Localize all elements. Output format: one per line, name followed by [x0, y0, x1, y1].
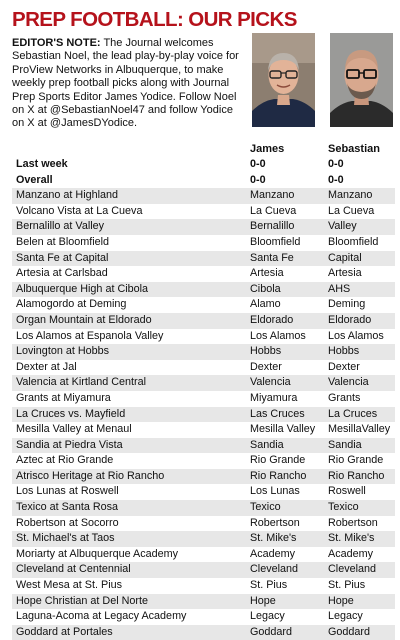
- pick-row: [12, 407, 395, 423]
- james-pick: Miyamura: [250, 391, 298, 404]
- sebastian-pick: Academy: [328, 547, 374, 560]
- pick-row: [12, 266, 395, 282]
- game-cell: Albuquerque High at Cibola: [12, 282, 246, 298]
- james-pick: Los Lunas: [250, 485, 300, 498]
- game-cell: Sandia at Piedra Vista: [12, 438, 246, 454]
- editors-note-label: EDITOR'S NOTE:: [12, 37, 101, 49]
- game-cell: Belen at Bloomfield: [16, 235, 110, 248]
- james-pick: St. Mike's: [246, 531, 324, 547]
- game-cell: Goddard at Portales: [12, 625, 246, 640]
- pick-row: [12, 251, 395, 267]
- game-cell: Laguna-Acoma at Legacy Academy: [16, 610, 187, 623]
- james-record: 0-0: [250, 173, 266, 186]
- pick-row: [12, 500, 395, 516]
- pick-row: [12, 422, 395, 438]
- game-cell: Cleveland at Centennial: [12, 562, 246, 578]
- sebastian-pick: La Cueva: [328, 204, 375, 217]
- game-cell: Los Lunas at Roswell: [16, 485, 119, 498]
- sebastian-pick: Hobbs: [324, 344, 395, 360]
- sebastian-headshot-icon: [330, 33, 393, 127]
- column-header-james: James: [250, 143, 285, 155]
- pick-row: [12, 625, 395, 640]
- game-cell: Grants at Miyamura: [16, 391, 111, 404]
- game-cell: St. Michael's at Taos: [12, 531, 246, 547]
- james-headshot-icon: [252, 33, 315, 127]
- game-cell: Moriarty at Albuquerque Academy: [16, 547, 179, 560]
- pick-row: [12, 375, 395, 391]
- pick-row: [12, 188, 395, 204]
- james-pick: Robertson: [250, 516, 300, 529]
- james-pick: Rio Grande: [250, 454, 306, 467]
- sebastian-pick: Robertson: [328, 516, 378, 529]
- pick-row: [12, 235, 395, 251]
- james-pick: Mesilla Valley: [250, 423, 316, 436]
- pick-row: [12, 313, 395, 329]
- sebastian-pick: Rio Rancho: [324, 469, 395, 485]
- game-cell: La Cruces vs. Mayfield: [12, 407, 246, 423]
- game-cell: Organ Mountain at Eldorado: [12, 313, 246, 329]
- game-cell: West Mesa at St. Pius: [16, 579, 123, 592]
- game-cell: Hope Christian at Del Norte: [12, 594, 246, 610]
- sebastian-pick: AHS: [324, 282, 395, 298]
- james-pick: Valencia: [246, 375, 324, 391]
- pick-row: [12, 469, 395, 485]
- james-pick: Las Cruces: [246, 407, 324, 423]
- james-pick: Hobbs: [246, 344, 324, 360]
- james-pick: Academy: [250, 547, 296, 560]
- sebastian-record: 0-0: [328, 173, 344, 186]
- sebastian-pick: Goddard: [324, 625, 395, 640]
- sebastian-pick: Legacy: [328, 610, 363, 623]
- sebastian-pick: St. Pius: [328, 579, 366, 592]
- james-pick: Sandia: [246, 438, 324, 454]
- james-pick: Alamo: [250, 298, 281, 311]
- sebastian-pick: Texico: [324, 500, 395, 516]
- pick-row: [12, 438, 395, 454]
- pick-row: [12, 204, 395, 220]
- james-pick: Cleveland: [246, 562, 324, 578]
- sebastian-pick: Cleveland: [324, 562, 395, 578]
- game-cell: Los Alamos at Espanola Valley: [16, 329, 164, 342]
- pick-row: [12, 391, 395, 407]
- sebastian-pick: Los Alamos: [328, 329, 384, 342]
- james-pick: Santa Fe: [246, 251, 324, 267]
- game-cell: Texico at Santa Rosa: [12, 500, 246, 516]
- sebastian-pick: Valley: [324, 219, 395, 235]
- james-pick: Artesia: [250, 267, 284, 280]
- editors-note: [12, 37, 244, 131]
- james-pick: Manzano: [246, 188, 324, 204]
- page-title: PREP FOOTBALL: OUR PICKS: [12, 8, 297, 31]
- game-cell: Bernalillo at Valley: [12, 219, 246, 235]
- sebastian-pick: Roswell: [328, 485, 366, 498]
- game-cell: Valencia at Kirtland Central: [12, 375, 246, 391]
- james-pick: Legacy: [250, 610, 285, 623]
- pick-row: [12, 453, 395, 469]
- pick-row: [12, 360, 395, 376]
- column-header-sebastian: Sebastian: [328, 143, 380, 155]
- pick-row: [12, 594, 395, 610]
- game-cell: Aztec at Rio Grande: [16, 454, 114, 467]
- sebastian-pick: Rio Grande: [328, 454, 384, 467]
- sebastian-pick: Capital: [324, 251, 395, 267]
- pick-row: [12, 609, 395, 625]
- game-cell: Robertson at Socorro: [16, 516, 119, 529]
- pick-row: [12, 329, 395, 345]
- game-cell: Dexter at Jal: [16, 360, 77, 373]
- sebastian-pick: Dexter: [328, 360, 360, 373]
- sebastian-pick: Hope: [324, 594, 395, 610]
- james-pick: Dexter: [250, 360, 282, 373]
- james-pick: Hope: [246, 594, 324, 610]
- pick-row: [12, 219, 395, 235]
- james-pick: Bloomfield: [250, 235, 301, 248]
- sebastian-pick: MesillaValley: [328, 423, 391, 436]
- sebastian-record: 0-0: [328, 158, 344, 170]
- pick-row: [12, 531, 395, 547]
- sebastian-pick: Manzano: [324, 188, 395, 204]
- james-pick: Eldorado: [246, 313, 324, 329]
- record-row: [12, 173, 395, 189]
- sebastian-pick: Eldorado: [324, 313, 395, 329]
- james-pick: La Cueva: [250, 204, 297, 217]
- game-cell: Lovington at Hobbs: [12, 344, 246, 360]
- james-pick: Texico: [246, 500, 324, 516]
- game-cell: Santa Fe at Capital: [12, 251, 246, 267]
- game-cell: Manzano at Highland: [12, 188, 246, 204]
- sebastian-pick: Grants: [328, 391, 361, 404]
- james-pick: Rio Rancho: [246, 469, 324, 485]
- james-pick: Goddard: [246, 625, 324, 640]
- pick-row: [12, 578, 395, 594]
- sebastian-pick: Bloomfield: [328, 235, 379, 248]
- sebastian-pick: St. Mike's: [324, 531, 395, 547]
- game-cell: Artesia at Carlsbad: [16, 267, 108, 280]
- james-pick: Los Alamos: [250, 329, 306, 342]
- pick-row: [12, 484, 395, 500]
- record-label: Last week: [16, 158, 68, 170]
- sebastian-pick: Sandia: [324, 438, 395, 454]
- record-row: [12, 157, 395, 173]
- game-cell: Mesilla Valley at Menaul: [16, 423, 132, 436]
- pick-row: [12, 516, 395, 532]
- game-cell: Alamogordo at Deming: [16, 298, 127, 311]
- game-cell: Atrisco Heritage at Rio Rancho: [12, 469, 246, 485]
- editors-note-text: The Journal welcomes Sebastian Noel, the lead play-by-play voice for ProView Networks in Albuquerque, to make weekly prep football picks along with Journal Prep Sports Editor James Yodice. Follow Noel on X at @SebastianNoel47 and follow Yodice on X at @JamesDYodice.: [12, 37, 239, 130]
- record-label: Overall: [16, 173, 53, 186]
- pick-row: [12, 562, 395, 578]
- picks-table: [12, 157, 395, 640]
- james-pick: Bernalillo: [246, 219, 324, 235]
- pick-row: [12, 344, 395, 360]
- pick-row: [12, 297, 395, 313]
- picks-table-body: [12, 157, 395, 640]
- james-pick: St. Pius: [250, 579, 288, 592]
- sebastian-pick: Valencia: [324, 375, 395, 391]
- sebastian-pick: Deming: [328, 298, 366, 311]
- james-record: 0-0: [250, 158, 266, 170]
- sebastian-pick: Artesia: [328, 267, 362, 280]
- james-pick: Cibola: [246, 282, 324, 298]
- pick-row: [12, 547, 395, 563]
- game-cell: Volcano Vista at La Cueva: [16, 204, 143, 217]
- sebastian-pick: La Cruces: [324, 407, 395, 423]
- pick-row: [12, 282, 395, 298]
